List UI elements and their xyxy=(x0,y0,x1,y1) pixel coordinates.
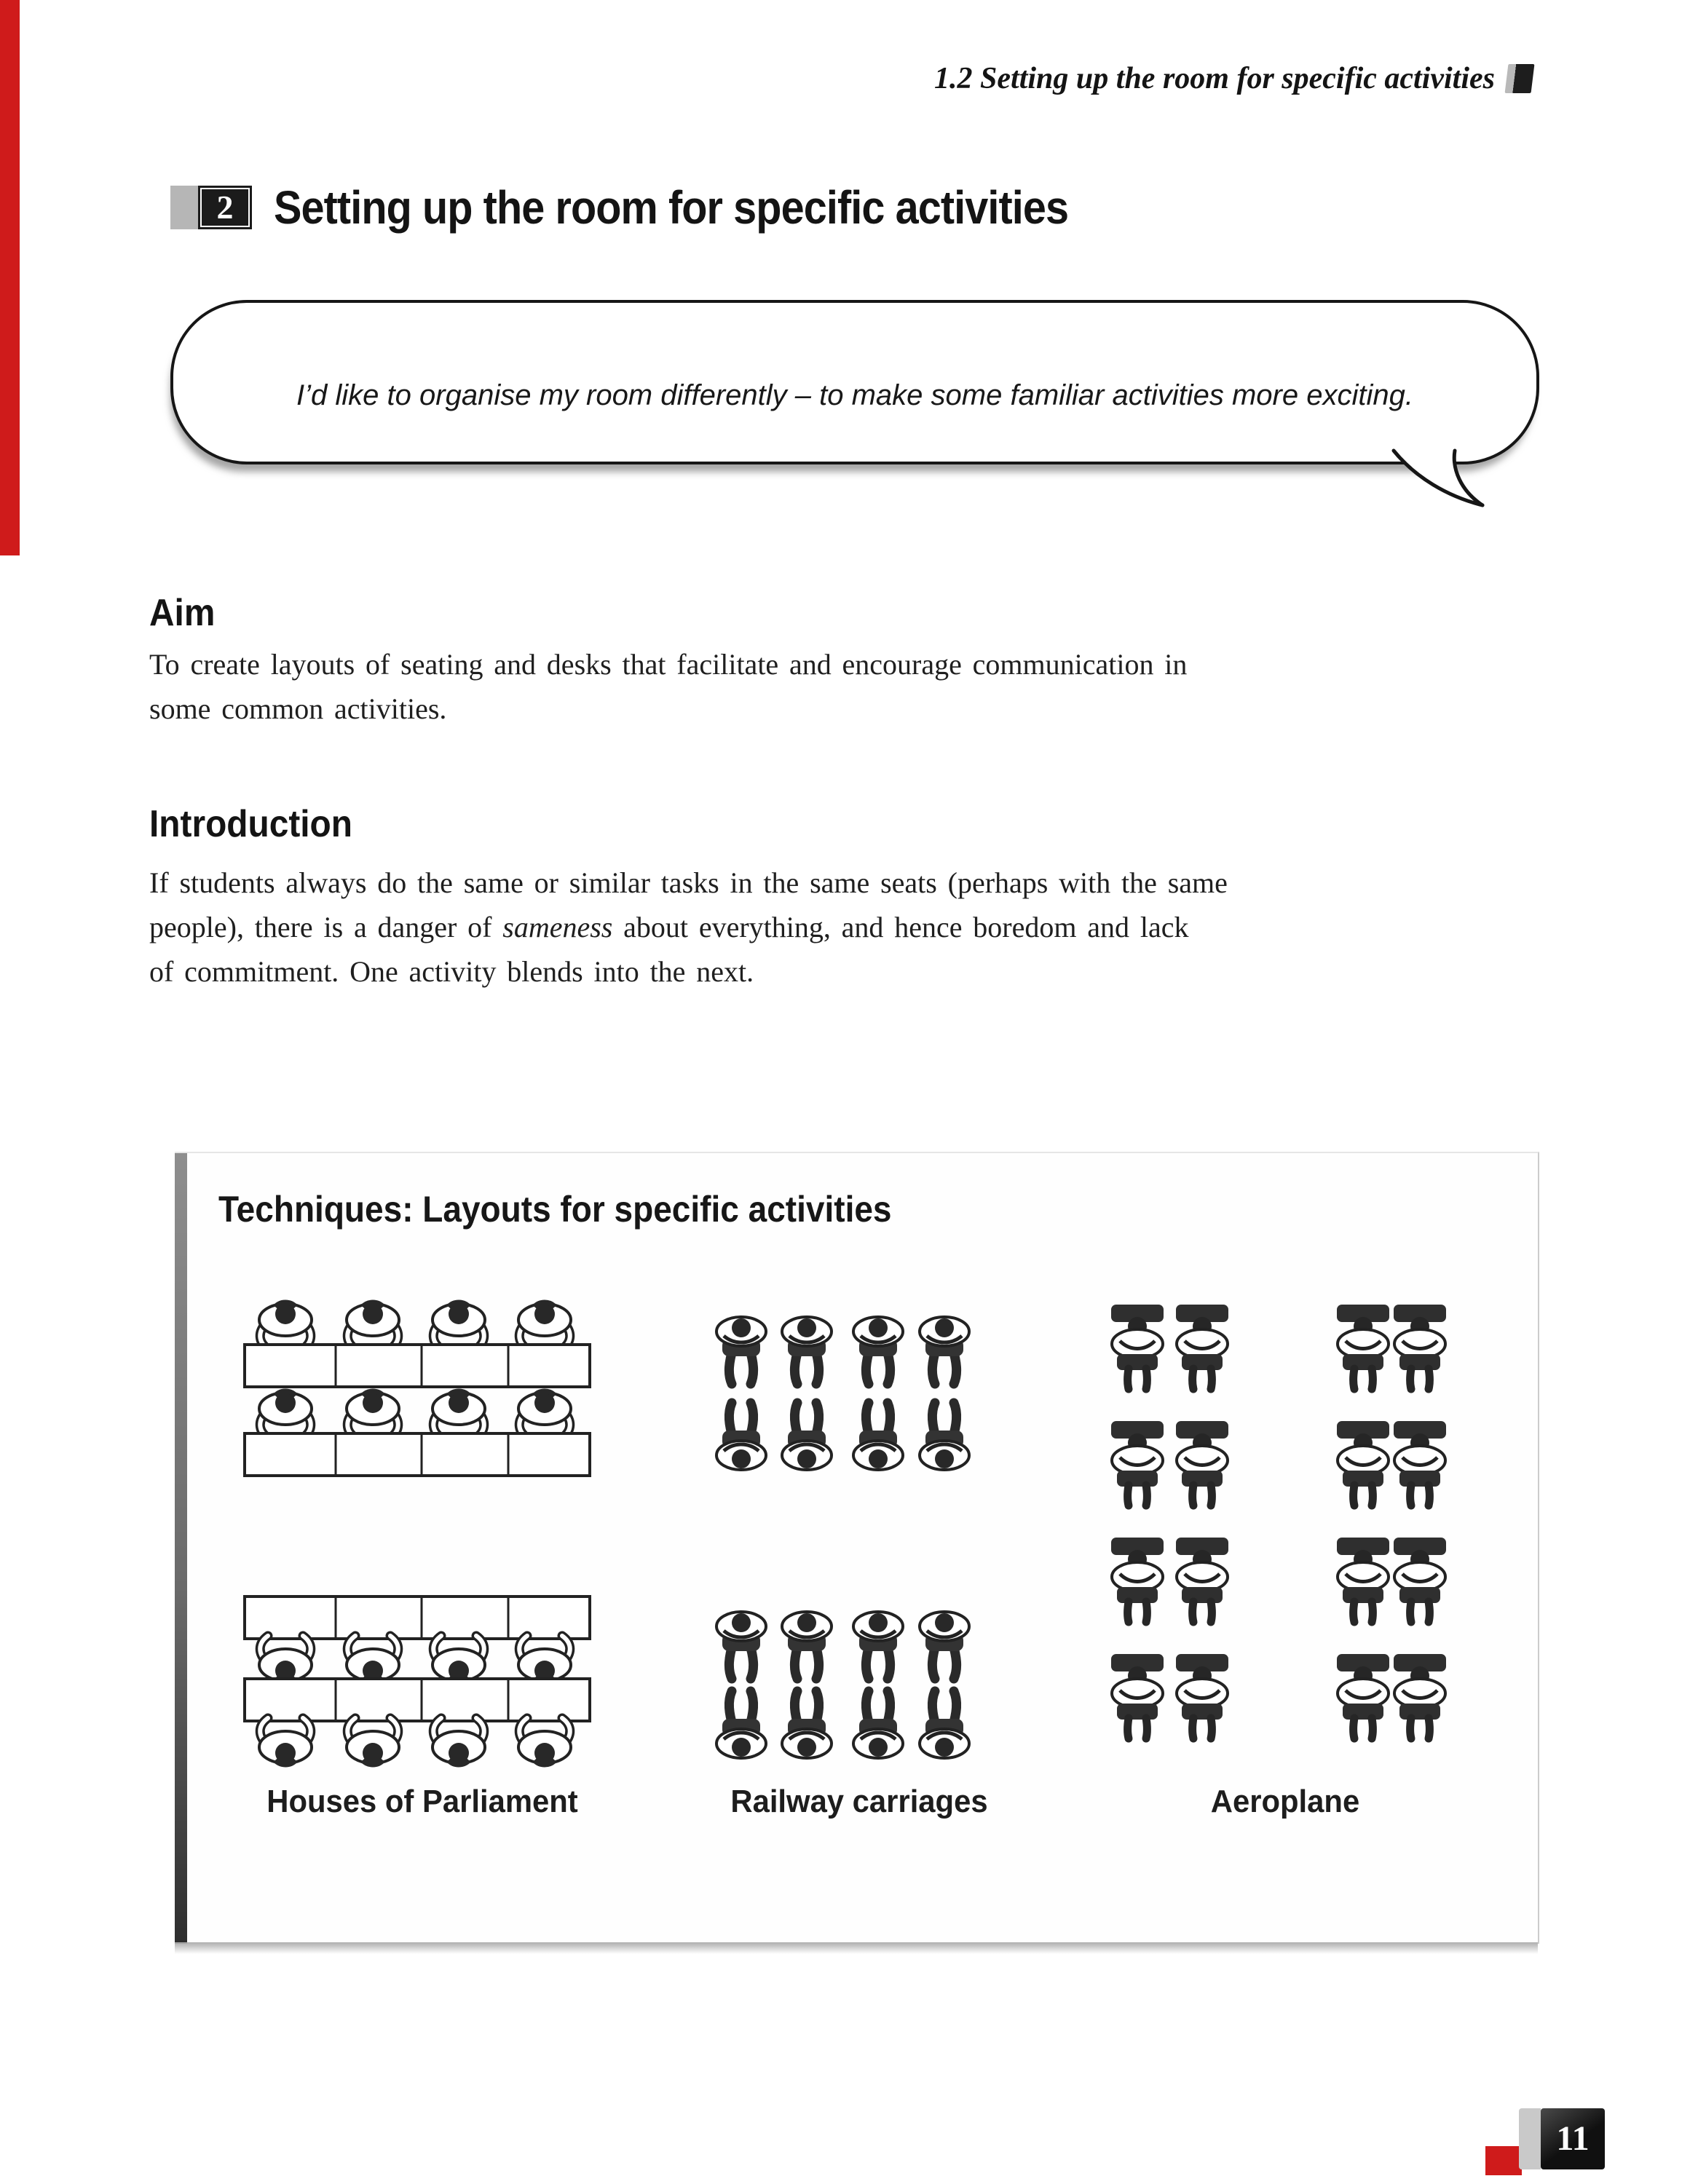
aim-line-1: To create layouts of seating and desks that facilitate and encourage communication in xyxy=(149,648,1188,681)
introduction-heading: Introduction xyxy=(149,803,353,845)
introduction-line-2: people), there is a danger of sameness about everything, and hence boredom and lack xyxy=(149,911,1189,943)
aim-heading: Aim xyxy=(149,592,216,634)
chapter-title-row xyxy=(170,181,1156,234)
techniques-panel-shadow xyxy=(175,1942,1538,1954)
page-title: Setting up the room for specific activities xyxy=(274,181,1069,234)
introduction-body xyxy=(149,860,1228,994)
speech-bubble-tail xyxy=(1376,448,1507,518)
page-number-value: 11 xyxy=(1556,2119,1590,2158)
techniques-panel-spine xyxy=(175,1153,187,1944)
caption-houses-of-parliament: Houses of Parliament xyxy=(266,1784,578,1819)
running-header xyxy=(934,61,1533,96)
running-header-text: 1.2 Setting up the room for specific activities xyxy=(934,62,1495,95)
caption-aeroplane: Aeroplane xyxy=(1210,1784,1360,1819)
aeroplane-figure xyxy=(1096,1278,1474,1780)
houses-of-parliament-figure xyxy=(240,1299,604,1776)
aim-body xyxy=(149,642,1187,731)
introduction-line-3: of commitment. One activity blends into the next. xyxy=(149,955,754,988)
techniques-heading: Techniques: Layouts for specific activities xyxy=(218,1189,892,1230)
chapter-badge-gray-tab xyxy=(170,186,198,229)
chapter-number-badge xyxy=(170,186,252,229)
page-number-gray-tab xyxy=(1519,2108,1541,2169)
page-number-badge xyxy=(1519,2108,1605,2169)
aim-line-2: some common activities. xyxy=(149,692,447,725)
caption-railway-carriages: Railway carriages xyxy=(730,1784,988,1819)
speech-bubble xyxy=(170,300,1539,464)
introduction-line-1: If students always do the same or similar tasks in the same seats (perhaps with the same xyxy=(149,866,1228,899)
page-marker-icon xyxy=(1505,64,1535,93)
chapter-number: 2 xyxy=(216,189,234,226)
speech-bubble-text: I’d like to organise my room differently – to make some familiar activities more exciting. xyxy=(296,379,1413,411)
page-number-dark-tab xyxy=(1541,2108,1605,2169)
chapter-badge-dark-tab xyxy=(198,186,252,229)
introduction-italic-word: sameness xyxy=(502,911,613,943)
page-number-red-accent xyxy=(1485,2146,1522,2175)
left-red-spine-bar xyxy=(0,0,20,555)
railway-carriages-figure xyxy=(699,1285,1019,1787)
